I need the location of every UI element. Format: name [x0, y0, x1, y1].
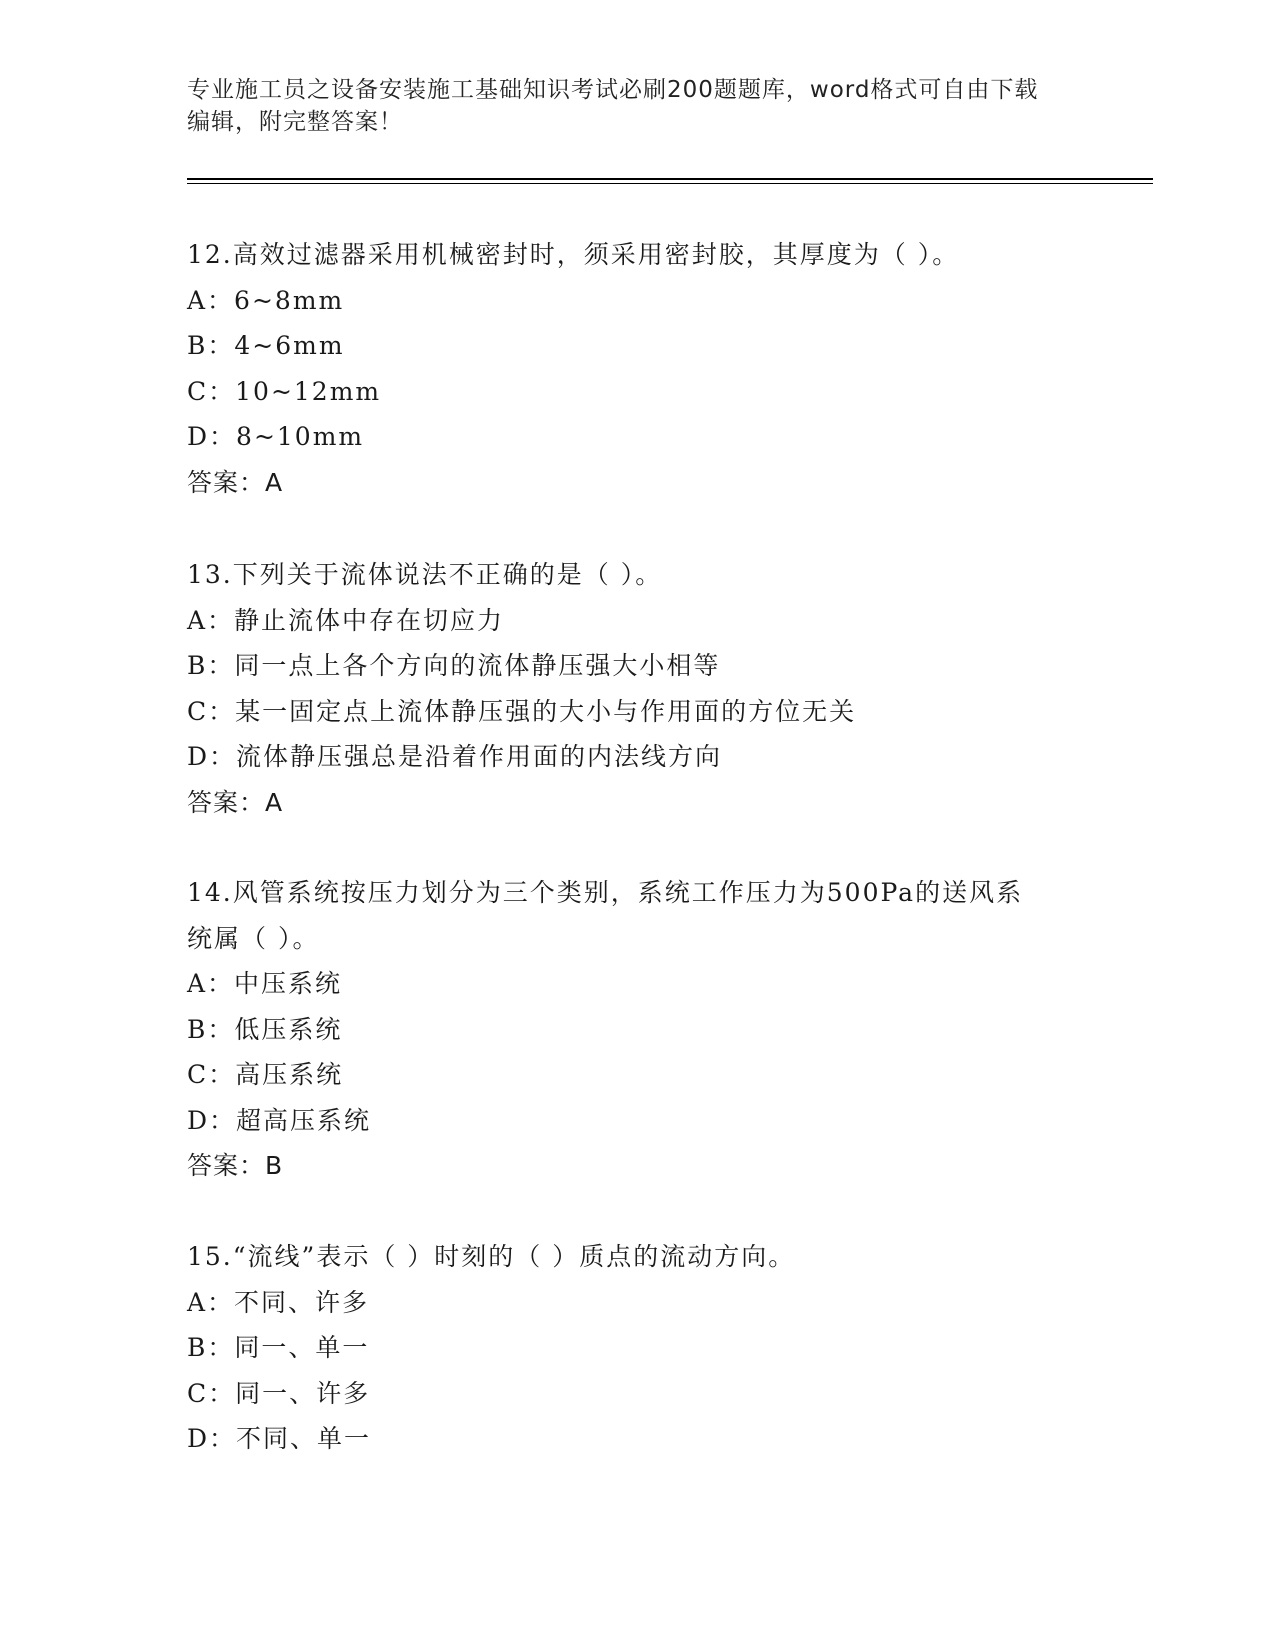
option-d: D：超高压系统	[187, 1105, 372, 1135]
answer-label: 答案：A	[187, 467, 284, 497]
question-stem: 13.下列关于流体说法不正确的是（ ）。	[187, 560, 663, 589]
question-stem-line-2: 统属（ ）。	[187, 923, 320, 953]
question-12	[187, 232, 1117, 505]
option-c: C：某一固定点上流体静压强的大小与作用面的方位无关	[187, 696, 857, 726]
option-b: B：同一点上各个方向的流体静压强大小相等	[187, 651, 721, 680]
option-d: D：流体静压强总是沿着作用面的内法线方向	[187, 742, 723, 771]
option-a: A：不同、许多	[187, 1287, 370, 1317]
option-a: A：中压系统	[187, 969, 343, 998]
question-stem: 15.“流线”表示（ ）时刻的（ ）质点的流动方向。	[187, 1242, 796, 1271]
header-divider-bottom	[187, 183, 1153, 184]
answer-label: 答案：A	[187, 787, 284, 817]
question-15	[187, 1234, 1117, 1462]
option-b: B：同一、单一	[187, 1333, 370, 1362]
header-title-line-2: 编辑，附完整答案！	[187, 109, 403, 135]
header-divider-top	[187, 178, 1153, 180]
option-b: B：4~6mm	[187, 331, 345, 360]
option-c: C：高压系统	[187, 1060, 344, 1089]
question-14	[187, 870, 1117, 1189]
option-d: D：8~10mm	[187, 422, 365, 451]
question-stem-line-1: 14.风管系统按压力划分为三个类别，系统工作压力为500Pa的送风系	[187, 878, 1024, 907]
answer-label: 答案：B	[187, 1151, 284, 1180]
option-a: A：6~8mm	[187, 285, 345, 315]
option-c: C：同一、许多	[187, 1378, 371, 1408]
option-a: A：静止流体中存在切应力	[187, 605, 505, 635]
option-d: D：不同、单一	[187, 1424, 372, 1453]
option-b: B：低压系统	[187, 1014, 343, 1044]
header-title-line-1: 专业施工员之设备安装施工基础知识考试必刷200题题库，word格式可自由下载	[187, 77, 1039, 103]
question-13	[187, 552, 1117, 825]
question-stem: 12.高效过滤器采用机械密封时，须采用密封胶，其厚度为（ ）。	[187, 240, 960, 269]
document-header	[187, 74, 1067, 138]
option-c: C：10~12mm	[187, 376, 382, 406]
